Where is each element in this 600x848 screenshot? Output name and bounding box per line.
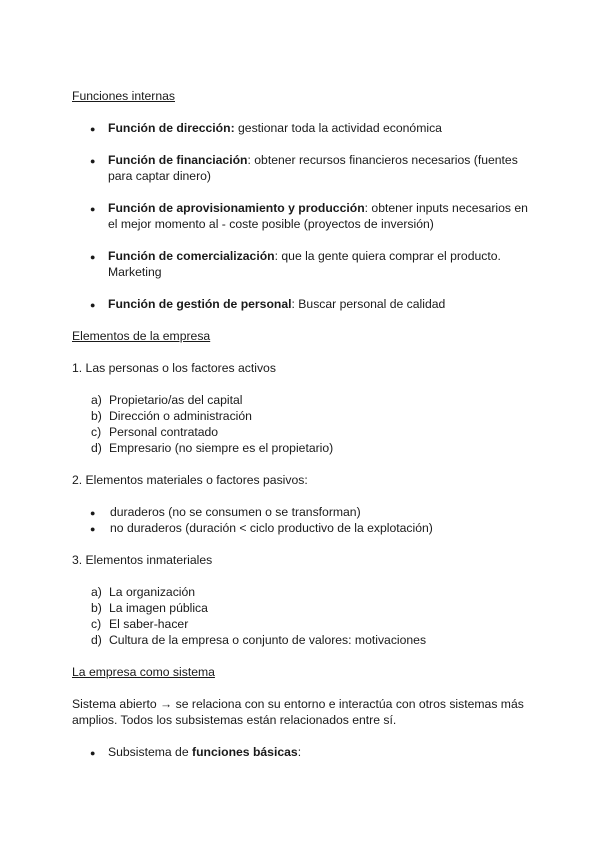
list-item: Empresario (no siempre es el propietario) <box>109 441 334 455</box>
function-desc: : que la gente quiera comprar el producto. Marketing <box>108 249 501 279</box>
list-item: Personal contratado <box>109 425 219 439</box>
bullet-icon: ● <box>90 252 96 262</box>
item-label: d) <box>91 441 102 455</box>
function-desc: : Buscar personal de calidad <box>291 297 446 311</box>
function-title: Función de comercialización <box>108 249 275 263</box>
list-item: duraderos (no se consumen o se transforman) <box>110 505 361 519</box>
item-label: c) <box>91 425 102 439</box>
function-desc: : obtener inputs necesarios en el mejor momento al - coste posible (proyectos de inversión) <box>108 201 528 231</box>
function-desc: : obtener recursos financieros necesarios (fuentes para captar dinero) <box>108 153 518 183</box>
list-item: El saber-hacer <box>109 617 189 631</box>
subsistema-prefix: Subsistema de <box>108 745 193 759</box>
list-item: Dirección o administración <box>109 409 252 423</box>
item-label: d) <box>91 633 102 647</box>
bullet-icon: ● <box>90 124 96 134</box>
function-title: Función de financiación <box>108 153 248 167</box>
function-title: Función de gestión de personal <box>108 297 292 311</box>
bullet-icon: ● <box>90 300 96 310</box>
function-desc: gestionar toda la actividad económica <box>234 121 442 135</box>
heading-funciones-internas: Funciones internas <box>72 89 175 103</box>
bullet-icon: ● <box>90 204 96 214</box>
list-item: La organización <box>109 585 196 599</box>
item-label: b) <box>91 409 102 423</box>
section-3-title: 3. Elementos inmateriales <box>72 553 213 567</box>
item-label: a) <box>91 393 102 407</box>
bullet-icon: ● <box>90 156 96 166</box>
sistema-paragraph: Sistema abierto → se relaciona con su entorno e interactúa con otros sistemas más amplios. Todos los subsistemas están relacionados entre sí. <box>72 697 524 727</box>
list-item: Cultura de la empresa o conjunto de valores: motivaciones <box>109 633 427 647</box>
function-title: Función de dirección: <box>108 121 235 135</box>
bullet-icon: ● <box>90 508 96 518</box>
bullet-icon: ● <box>90 524 96 534</box>
item-label: c) <box>91 617 102 631</box>
item-label: b) <box>91 601 102 615</box>
list-item: no duraderos (duración < ciclo productivo de la explotación) <box>110 521 433 535</box>
heading-elementos: Elementos de la empresa <box>72 329 211 343</box>
heading-sistema: La empresa como sistema <box>72 665 215 679</box>
list-item: Propietario/as del capital <box>109 393 243 407</box>
section-2-title: 2. Elementos materiales o factores pasivos: <box>72 473 308 487</box>
list-item: La imagen pública <box>109 601 208 615</box>
section-1-title: 1. Las personas o los factores activos <box>72 361 276 375</box>
subsistema-suffix: : <box>297 745 302 759</box>
function-title: Función de aprovisionamiento y producción <box>108 201 365 215</box>
bullet-icon: ● <box>90 748 96 758</box>
item-label: a) <box>91 585 102 599</box>
subsistema-bold: funciones básicas <box>192 745 298 759</box>
